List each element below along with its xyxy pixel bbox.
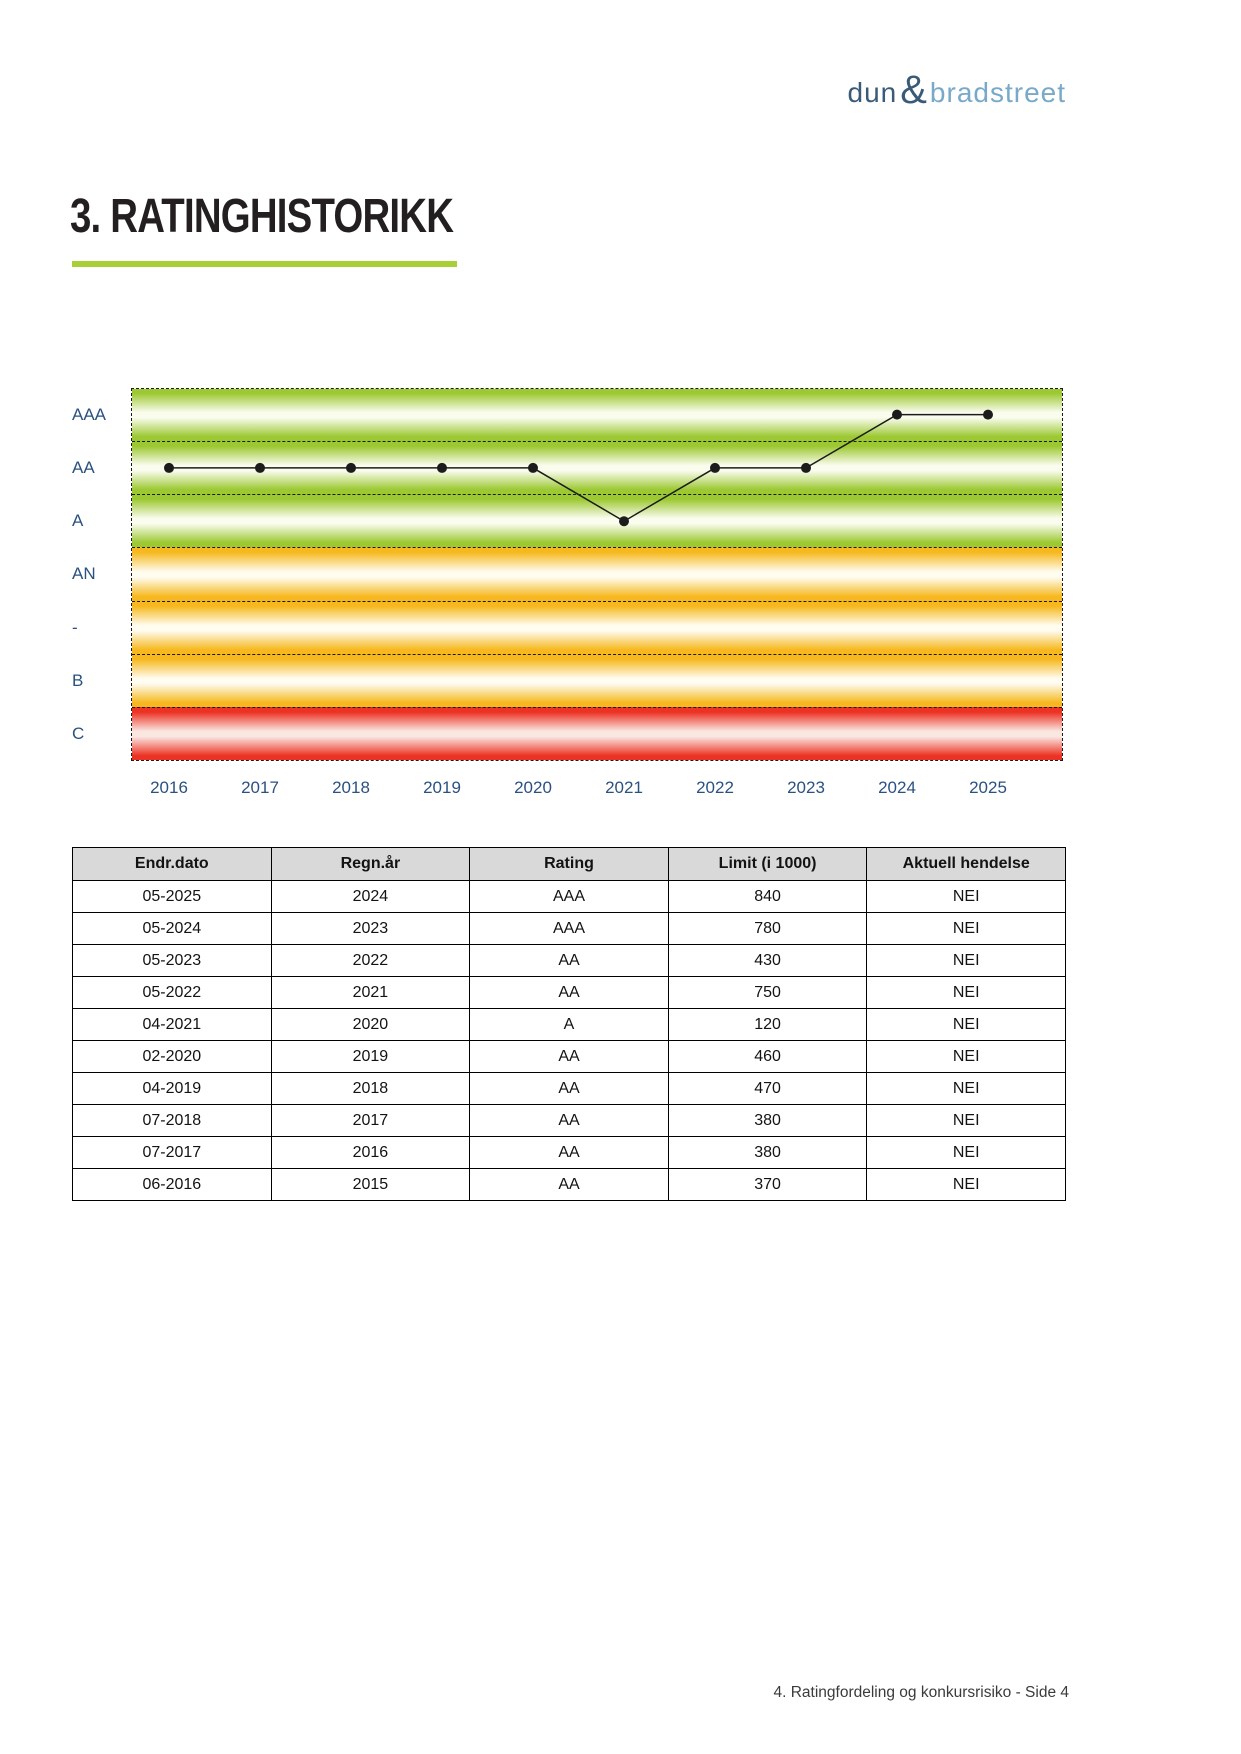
- table-cell: 02-2020: [73, 1041, 272, 1073]
- data-point-2024: [892, 410, 902, 420]
- table-cell: 2015: [271, 1169, 470, 1201]
- table-cell: 2019: [271, 1041, 470, 1073]
- table-cell: AA: [470, 1041, 669, 1073]
- table-cell: 2017: [271, 1105, 470, 1137]
- table-row: [73, 913, 1066, 945]
- table-cell: 120: [668, 1009, 867, 1041]
- table-cell: 2016: [271, 1137, 470, 1169]
- table-cell: AA: [470, 977, 669, 1009]
- x-axis-label: 2016: [150, 778, 188, 797]
- table-cell: 380: [668, 1105, 867, 1137]
- table-cell: NEI: [867, 1137, 1066, 1169]
- chart-y-axis: [72, 388, 126, 761]
- rating-history-table: [72, 847, 1066, 1201]
- table-cell: NEI: [867, 1009, 1066, 1041]
- table-cell: A: [470, 1009, 669, 1041]
- y-axis-label: AA: [72, 457, 95, 477]
- table-cell: AAA: [470, 881, 669, 913]
- x-axis-label: 2025: [969, 778, 1007, 797]
- table-row: [73, 1073, 1066, 1105]
- table-cell: AA: [470, 1137, 669, 1169]
- table-cell: AAA: [470, 913, 669, 945]
- table-cell: 05-2024: [73, 913, 272, 945]
- table-row: [73, 1009, 1066, 1041]
- column-header: Endr.dato: [73, 848, 272, 881]
- ampersand-icon: &: [900, 68, 928, 112]
- table-cell: 2024: [271, 881, 470, 913]
- x-axis-label: 2021: [605, 778, 643, 797]
- table-cell: 2020: [271, 1009, 470, 1041]
- table-header: [73, 848, 1066, 881]
- rating-line: [169, 415, 988, 522]
- data-point-2023: [801, 463, 811, 473]
- table-cell: 2018: [271, 1073, 470, 1105]
- column-header: Aktuell hendelse: [867, 848, 1066, 881]
- table-cell: 06-2016: [73, 1169, 272, 1201]
- table-cell: 780: [668, 913, 867, 945]
- table-row: [73, 1105, 1066, 1137]
- page-title: 3. RATINGHISTORIKK: [70, 190, 454, 243]
- table-cell: 2023: [271, 913, 470, 945]
- table-cell: NEI: [867, 945, 1066, 977]
- data-point-2019: [437, 463, 447, 473]
- data-point-2025: [983, 410, 993, 420]
- table-cell: 460: [668, 1041, 867, 1073]
- table-cell: 04-2019: [73, 1073, 272, 1105]
- table-cell: NEI: [867, 913, 1066, 945]
- x-axis-label: 2024: [878, 778, 916, 797]
- table-cell: AA: [470, 1073, 669, 1105]
- table-row: [73, 1137, 1066, 1169]
- table-cell: 05-2025: [73, 881, 272, 913]
- data-point-2021: [619, 516, 629, 526]
- table-cell: NEI: [867, 1041, 1066, 1073]
- table-cell: NEI: [867, 1169, 1066, 1201]
- data-point-2020: [528, 463, 538, 473]
- table-cell: 380: [668, 1137, 867, 1169]
- table-cell: 05-2022: [73, 977, 272, 1009]
- x-axis-label: 2019: [423, 778, 461, 797]
- table-body: [73, 881, 1066, 1201]
- y-axis-label: A: [72, 511, 84, 531]
- table-header-row: [73, 848, 1066, 881]
- dun-bradstreet-logo: [847, 68, 1066, 112]
- x-axis-label: 2018: [332, 778, 370, 797]
- rating-line-svg: [131, 388, 1063, 761]
- table-cell: 370: [668, 1169, 867, 1201]
- x-axis-label: 2020: [514, 778, 552, 797]
- y-axis-label: AN: [72, 564, 96, 584]
- table-cell: AA: [470, 945, 669, 977]
- column-header: Rating: [470, 848, 669, 881]
- table-cell: 840: [668, 881, 867, 913]
- data-point-2017: [255, 463, 265, 473]
- y-axis-label: AAA: [72, 404, 107, 424]
- table-cell: NEI: [867, 881, 1066, 913]
- logo-text-bradstreet: bradstreet: [929, 77, 1066, 108]
- table-row: [73, 1041, 1066, 1073]
- table-cell: 470: [668, 1073, 867, 1105]
- x-axis-label: 2017: [241, 778, 279, 797]
- x-axis-label: 2023: [787, 778, 825, 797]
- table-cell: 07-2017: [73, 1137, 272, 1169]
- table-cell: 430: [668, 945, 867, 977]
- table-cell: NEI: [867, 1105, 1066, 1137]
- data-point-2022: [710, 463, 720, 473]
- table-cell: AA: [470, 1105, 669, 1137]
- page-footer: 4. Ratingfordeling og konkursrisiko - Side 4: [773, 1684, 1069, 1701]
- table-row: [73, 945, 1066, 977]
- table-row: [73, 881, 1066, 913]
- table-cell: NEI: [867, 1073, 1066, 1105]
- y-axis-label: C: [72, 724, 85, 744]
- column-header: Regn.år: [271, 848, 470, 881]
- table-cell: 04-2021: [73, 1009, 272, 1041]
- y-axis-label: -: [72, 617, 78, 637]
- x-axis-label: 2022: [696, 778, 734, 797]
- table-cell: AA: [470, 1169, 669, 1201]
- table-cell: 07-2018: [73, 1105, 272, 1137]
- table-cell: 2022: [271, 945, 470, 977]
- data-point-2016: [164, 463, 174, 473]
- table-cell: 2021: [271, 977, 470, 1009]
- table-cell: 750: [668, 977, 867, 1009]
- table-row: [73, 1169, 1066, 1201]
- table-row: [73, 977, 1066, 1009]
- logo-text-dun: dun: [847, 77, 898, 108]
- column-header: Limit (i 1000): [668, 848, 867, 881]
- chart-x-axis: [131, 778, 1063, 802]
- data-point-2018: [346, 463, 356, 473]
- y-axis-label: B: [72, 671, 84, 691]
- table-cell: NEI: [867, 977, 1066, 1009]
- table-cell: 05-2023: [73, 945, 272, 977]
- title-underline: [72, 261, 457, 267]
